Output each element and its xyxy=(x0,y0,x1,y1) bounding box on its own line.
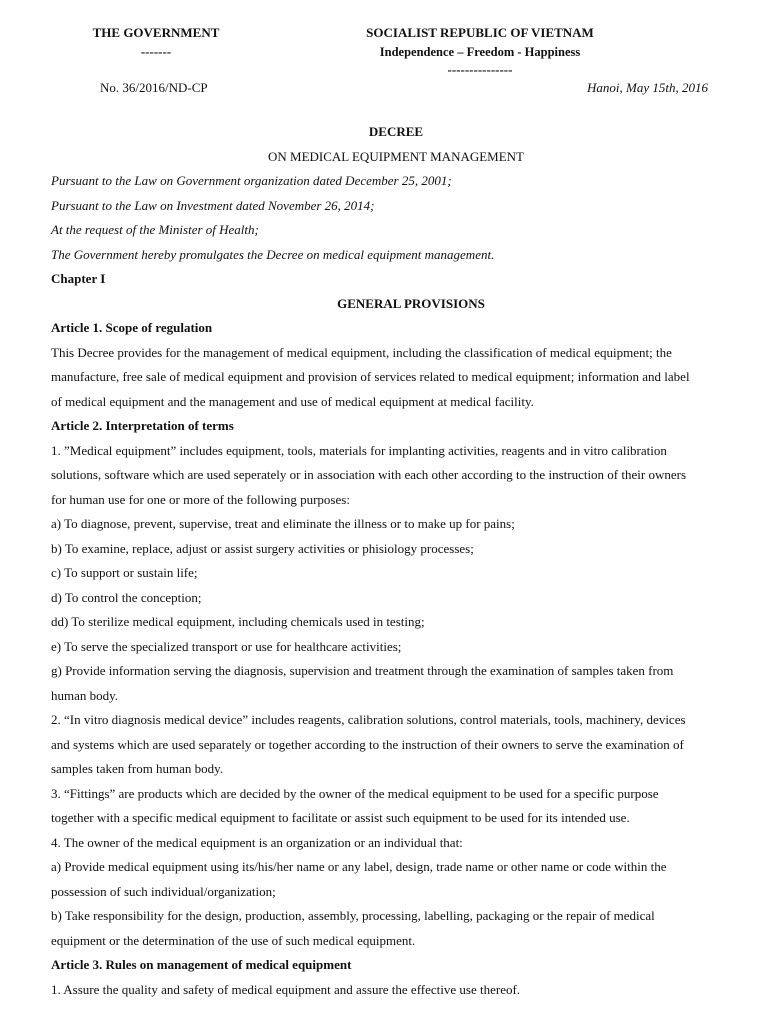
national-title: SOCIALIST REPUBLIC OF VIETNAM xyxy=(366,25,594,40)
paragraph-line: 1. ”Medical equipment” includes equipment, tools, materials for implanting activities, reagents and in vitro calibration xyxy=(51,442,667,458)
paragraph-line: together with a specific medical equipment to facilitate or assist such equipment to be used for its intended use. xyxy=(51,810,630,825)
paragraph-line: 3. “Fittings” are products which are decided by the owner of the medical equipment to be used for a specific purpose xyxy=(51,785,659,801)
chapter-title: GENERAL PROVISIONS xyxy=(337,295,485,311)
issuer-block xyxy=(80,24,232,61)
decree-subject: ON MEDICAL EQUIPMENT MANAGEMENT xyxy=(267,148,524,164)
paragraph-line: a) Provide medical equipment using its/his/her name or any label, design, trade name or other name or code within the xyxy=(51,859,667,874)
document-date: Hanoi, May 15th, 2016 xyxy=(587,80,708,95)
preamble-line: Pursuant to the Law on Government organization dated December 25, 2001; xyxy=(51,173,452,188)
paragraph-line: a) To diagnose, prevent, supervise, treat and eliminate the illness or to make up for pains; xyxy=(51,516,515,531)
preamble-line: At the request of the Minister of Health; xyxy=(51,222,259,237)
paragraph-line: 1. Assure the quality and safety of medical equipment and assure the effective use thereof. xyxy=(51,981,521,997)
paragraph-line: This Decree provides for the management of medical equipment, including the classification of medical equipment; the xyxy=(51,344,672,360)
issuer-rule: ------- xyxy=(140,43,172,59)
paragraph-line: g) Provide information serving the diagnosis, supervision and treatment through the examination of samples taken from xyxy=(51,663,674,678)
paragraph-line: equipment or the determination of the use of such medical equipment. xyxy=(51,932,416,948)
article-heading: Article 2. Interpretation of terms xyxy=(51,418,234,433)
paragraph-line: b) To examine, replace, adjust or assist surgery activities or phisiology processes; xyxy=(51,540,474,556)
paragraph-line: 2. “In vitro diagnosis medical device” includes reagents, calibration solutions, control materials, tools, machinery, devices xyxy=(51,712,686,727)
paragraph-line: b) Take responsibility for the design, production, assembly, processing, labelling, packaging or the repair of medical xyxy=(51,908,655,923)
paragraph-line: d) To control the conception; xyxy=(51,589,202,605)
article-heading: Article 1. Scope of regulation xyxy=(51,320,213,335)
paragraph-line: possession of such individual/organization; xyxy=(51,883,276,899)
chapter-label: Chapter I xyxy=(51,271,106,286)
preamble-line: Pursuant to the Law on Investment dated November 26, 2014; xyxy=(51,197,375,213)
paragraph-line: c) To support or sustain life; xyxy=(51,565,198,580)
national-block xyxy=(330,24,630,80)
paragraph-line: of medical equipment and the management and use of medical equipment at medical facility. xyxy=(51,393,534,409)
issuer-title: THE GOVERNMENT xyxy=(92,25,220,40)
paragraph-line: human body. xyxy=(51,687,119,703)
paragraph-line: 4. The owner of the medical equipment is an organization or an individual that: xyxy=(51,834,463,850)
paragraph-line: samples taken from human body. xyxy=(51,761,224,776)
paragraph-line: e) To serve the specialized transport or use for healthcare activities; xyxy=(51,638,402,654)
national-motto: Independence – Freedom - Happiness xyxy=(379,44,581,59)
article-heading: Article 3. Rules on management of medical equipment xyxy=(51,957,352,972)
paragraph-line: dd) To sterilize medical equipment, including chemicals used in testing; xyxy=(51,614,425,629)
preamble-line: The Government hereby promulgates the Decree on medical equipment management. xyxy=(51,246,495,262)
paragraph-line: manufacture, free sale of medical equipment and provision of services related to medical equipment; information and label xyxy=(51,369,690,384)
paragraph-line: and systems which are used separately or together according to the instruction of their owners to serve the examination of xyxy=(51,736,684,752)
national-rule: --------------- xyxy=(447,62,513,77)
document-number: No. 36/2016/ND-CP xyxy=(100,80,208,95)
paragraph-line: solutions, software which are used seperately or in association with each other according to the instruction of their owners xyxy=(51,467,687,482)
decree-title: DECREE xyxy=(368,124,424,139)
paragraph-line: for human use for one or more of the following purposes: xyxy=(51,491,350,507)
document-body xyxy=(51,120,741,1002)
